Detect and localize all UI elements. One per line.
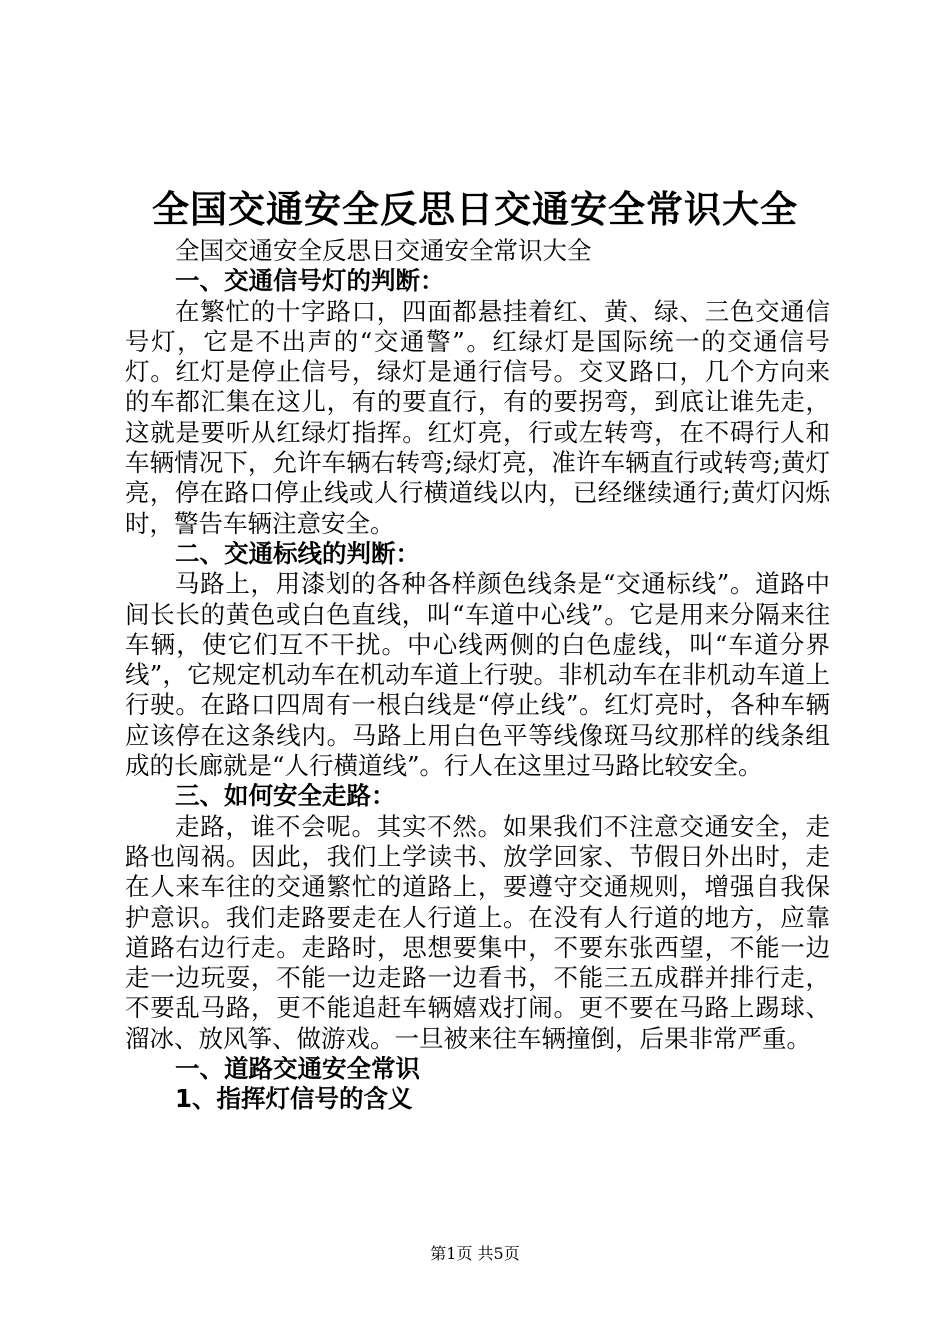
section-heading: 三、如何安全走路： [175, 781, 396, 811]
section-heading: 一、道路交通安全常识 [175, 1054, 420, 1084]
subsection-heading: 1、指挥灯信号的含义 [175, 1084, 413, 1114]
document-body [125, 236, 830, 1115]
subtitle-paragraph: 全国交通安全反思日交通安全常识大全 [175, 236, 592, 265]
document-title: 全国交通安全反思日交通安全常识大全 [152, 187, 798, 231]
page-footer: 第1页 共5页 [430, 1244, 520, 1263]
body-paragraph: 走路，谁不会呢。其实不然。如果我们不注意交通安全，走路也闯祸。因此，我们上学读书、放学回家、节假日外出时，走在人来车往的交通繁忙的道路上，要遵守交通规则，增强自我保护意识。我们走路要走在人行道上。在没有人行道的地方，应靠道路右边行走。走路时，思想要集中，不要东张西望，不能一边走一边玩耍，不能一边走路一边看书，不能三五成群并排行走，不要乱马路，更不能追赶车辆嬉戏打闹。更不要在马路上踢球、溜冰、放风筝、做游戏。一旦被来往车辆撞倒，后果非常严重。 [125, 811, 830, 1053]
section-heading: 二、交通标线的判断： [175, 538, 420, 568]
body-paragraph: 在繁忙的十字路口，四面都悬挂着红、黄、绿、三色交通信号灯，它是不出声的“交通警”。红绿灯是国际统一的交通信号灯。红灯是停止信号，绿灯是通行信号。交叉路口，几个方向来的车都汇集在这儿，有的要直行，有的要拐弯，到底让谁先走，这就是要听从红绿灯指挥。红灯亮，行或左转弯，在不碍行人和车辆情况下，允许车辆右转弯;绿灯亮，准许车辆直行或转弯;黄灯亮，停在路口停止线或人行横道线以内，已经继续通行;黄灯闪烁时，警告车辆注意安全。 [125, 296, 830, 538]
body-paragraph: 马路上，用漆划的各种各样颜色线条是“交通标线”。道路中间长长的黄色或白色直线，叫“车道中心线”。它是用来分隔来往车辆，使它们互不干扰。中心线两侧的白色虚线，叫“车道分界线”，它规定机动车在机动车道上行驶。非机动车在非机动车道上行驶。在路口四周有一根白线是“停止线”。红灯亮时，各种车辆应该停在这条线内。马路上用白色平等线像斑马纹那样的线条组成的长廊就是“人行横道线”。行人在这里过马路比较安全。 [125, 569, 830, 781]
section-heading: 一、交通信号灯的判断： [175, 266, 445, 296]
